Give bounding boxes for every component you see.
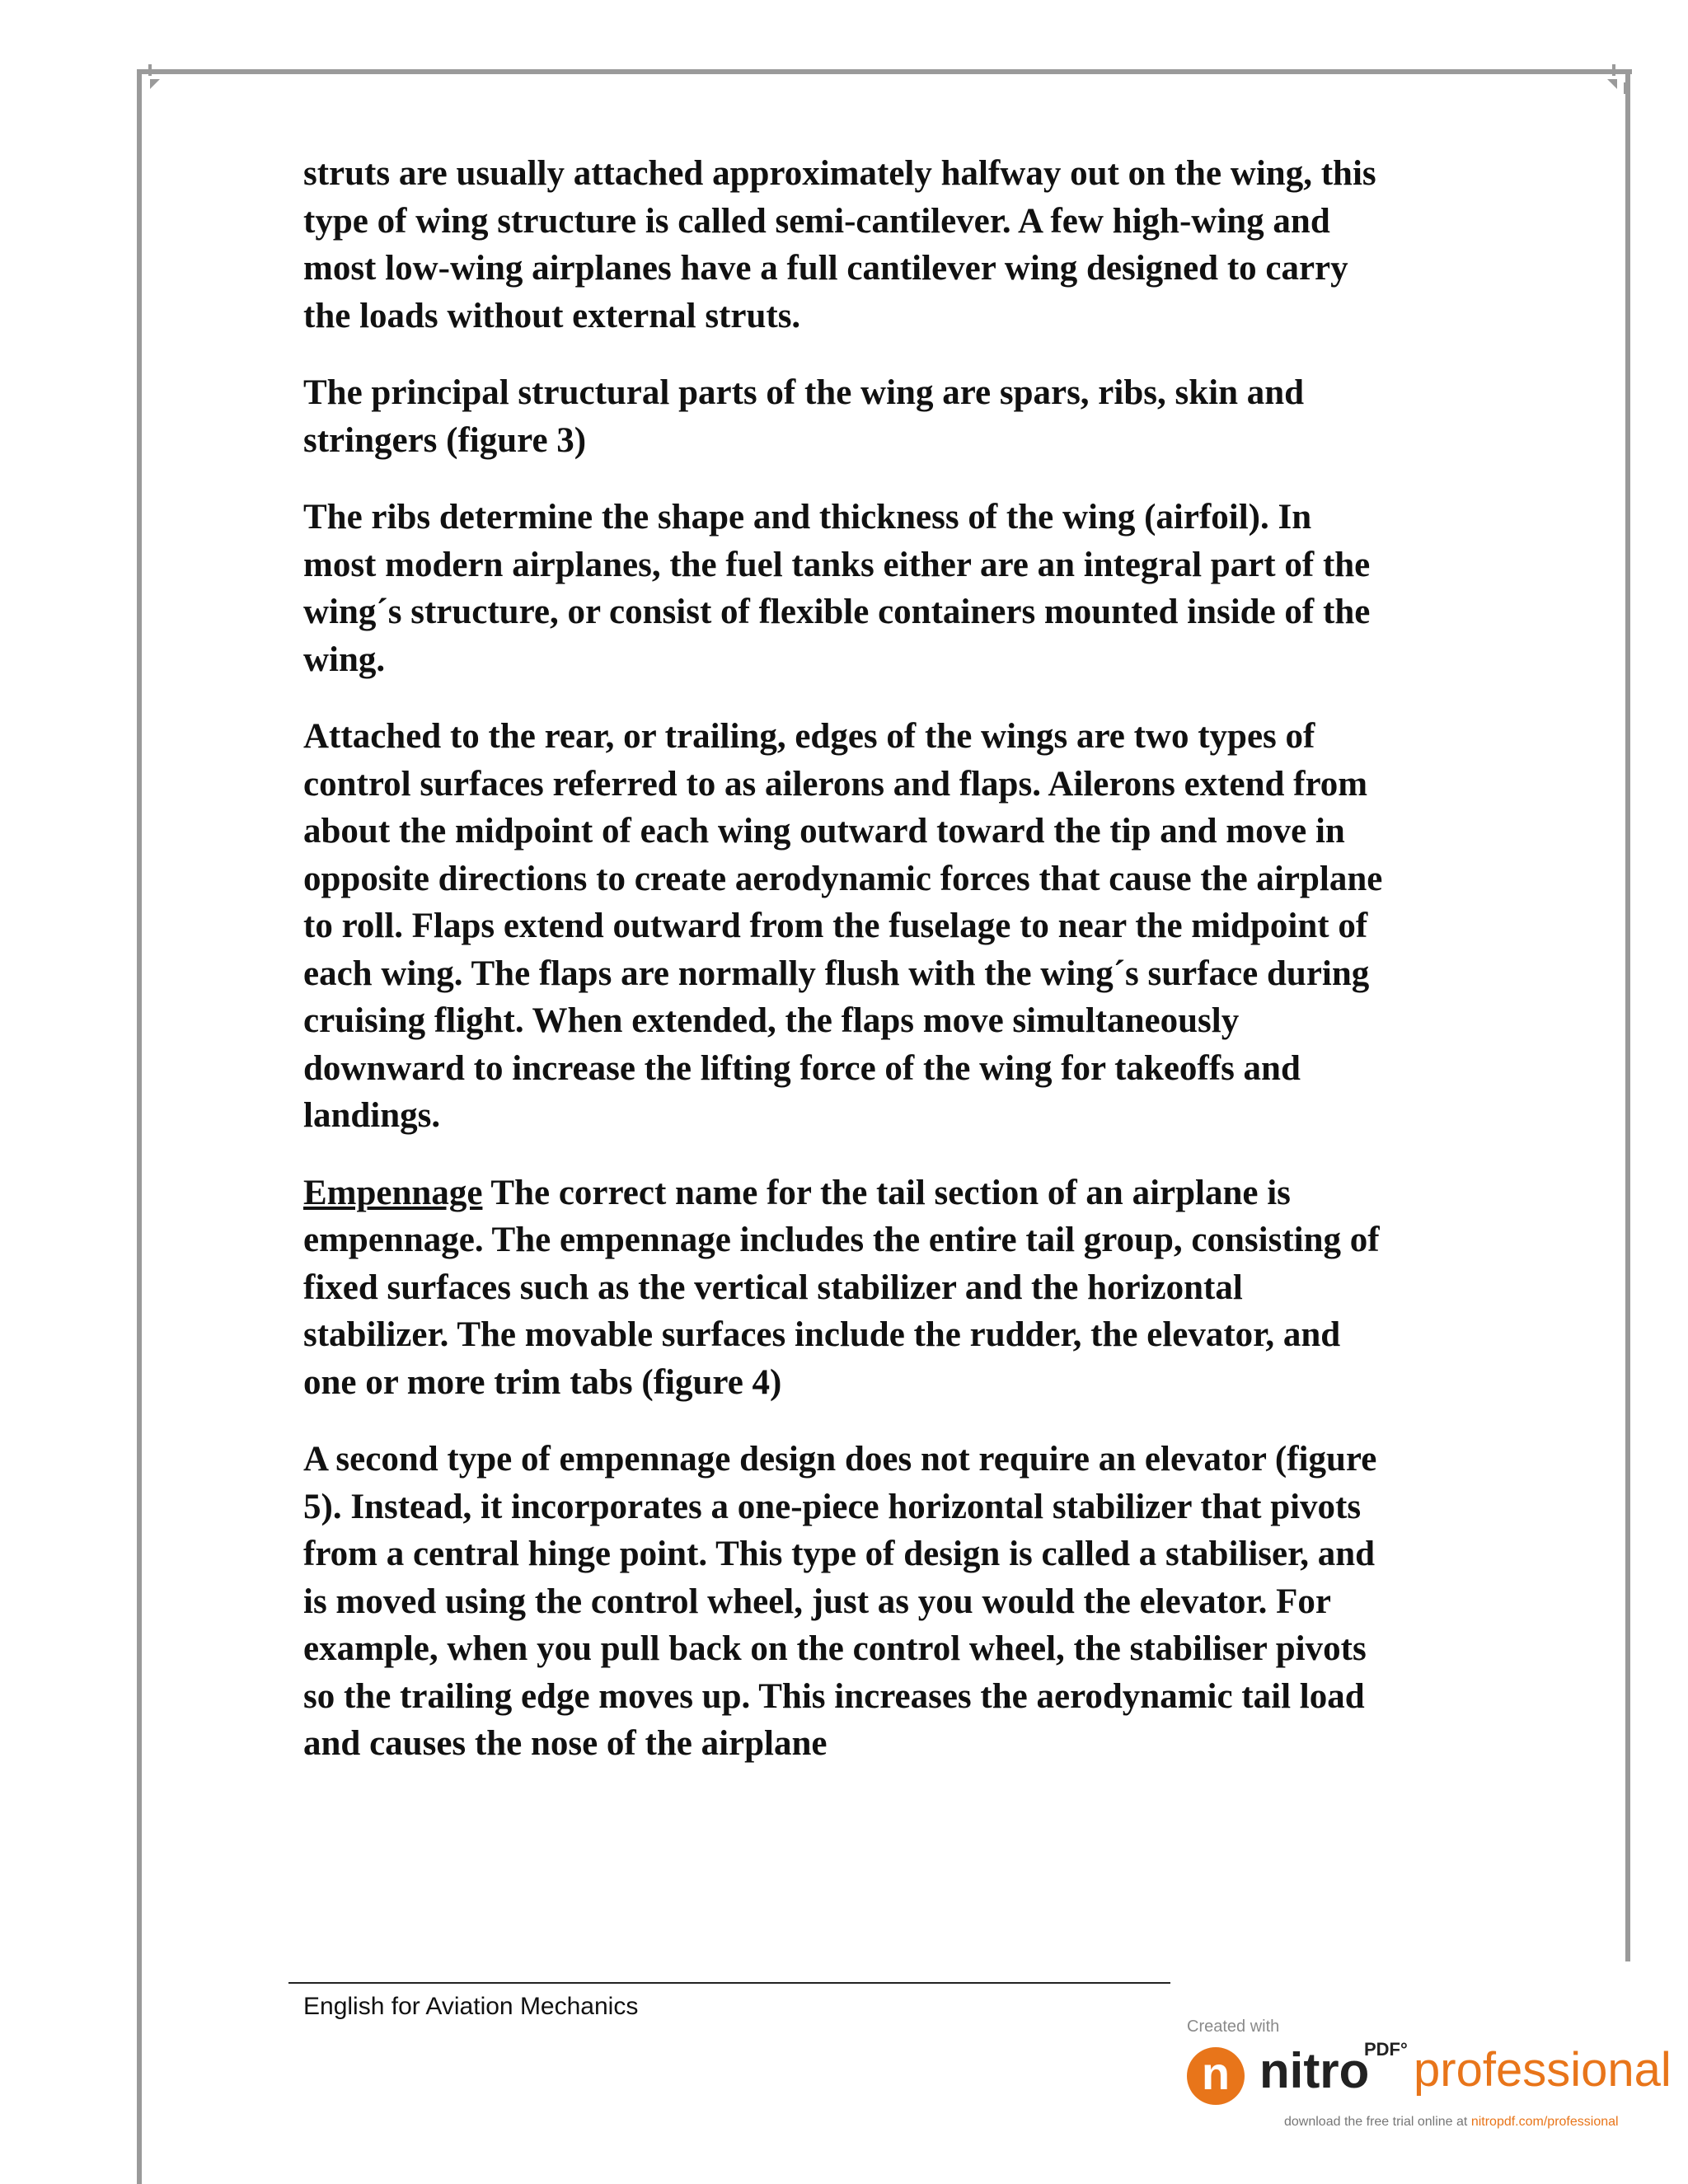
watermark-edition: professional <box>1414 2043 1672 2097</box>
document-body <box>303 150 1391 1797</box>
paragraph-text: struts are usually attached approximately halfway out on the wing, this type of wing structure is called semi-cantilever. A few high-wing and most low-wing airplanes have a full cantilever wing designed to carry the loads without external struts. <box>303 154 1376 335</box>
watermark-created-with: Created with <box>1187 2018 1280 2036</box>
page-corner-top-right <box>1607 79 1617 89</box>
nitro-watermark <box>1187 2018 1672 2149</box>
watermark-download-line <box>1284 2115 1619 2130</box>
paragraph-text: The principal structural parts of the wing are spars, ribs, skin and stringers (figure 3) <box>303 373 1305 460</box>
border-tick <box>148 64 152 76</box>
paragraph-stabiliser <box>303 1436 1391 1768</box>
paragraph-text: The correct name for the tail section of an airplane is empennage. The empennage includes the entire tail group, consisting of fixed surfaces such as the vertical stabilizer and the horizontal stabilizer. The movable surfaces include the rudder, the elevator, and one or more trim tabs (figure 4) <box>303 1173 1380 1402</box>
page-border-top <box>140 69 1632 74</box>
border-tick <box>1624 82 1627 94</box>
nitro-logo-icon: n <box>1187 2047 1245 2105</box>
watermark-brand: nitro <box>1259 2043 1370 2098</box>
watermark-download-link: nitropdf.com/professional <box>1470 2115 1619 2129</box>
page-border-left <box>137 69 142 2184</box>
paragraph-text: The ribs determine the shape and thickness of the wing (airfoil). In most modern airplanes, the fuel tanks either are an integral part of the wing´s structure, or consist of flexible containers mounted inside of the wing. <box>303 498 1371 679</box>
paragraph-wing-struts <box>303 150 1391 340</box>
section-heading-empennage: Empennage <box>303 1173 483 1212</box>
watermark-pdf-mark: PDF° <box>1364 2039 1408 2060</box>
footer-divider <box>288 1982 1170 1984</box>
paragraph-empennage <box>303 1169 1391 1407</box>
paragraph-text: A second type of empennage design does not require an elevator (figure 5). Instead, it incorporates a one-piece horizontal stabilizer that pivots from a central hinge point. This type of design is called a stabiliser, and is moved using the control wheel, just as you would the elevator. For example, when you pull back on the control wheel, the stabiliser pivots so the trailing edge moves up. This increases the aerodynamic tail load and causes the nose of the airplane <box>303 1440 1377 1763</box>
page-corner-top-left <box>150 79 160 89</box>
border-tick <box>1612 64 1615 76</box>
paragraph-ribs <box>303 494 1391 683</box>
paragraph-text: Attached to the rear, or trailing, edges of the wings are two types of control surfaces referred to as ailerons and flaps. Ailerons extend from about the midpoint of each wing outward toward the tip and move in opposite directions to create aerodynamic forces that cause the airplane to roll. Flaps extend outward from the fuselage to near the midpoint of each wing. The flaps are normally flush with the wing´s surface during cruising flight. When extended, the flaps move simultaneously downward to increase the lifting force of the wing for takeoffs and landings. <box>303 717 1383 1135</box>
watermark-download-prefix: download the free trial online at <box>1284 2115 1471 2129</box>
footer-title: English for Aviation Mechanics <box>303 1993 639 2020</box>
paragraph-ailerons-flaps <box>303 713 1391 1140</box>
page-border-right <box>1625 69 1630 1961</box>
paragraph-structural-parts <box>303 369 1391 464</box>
